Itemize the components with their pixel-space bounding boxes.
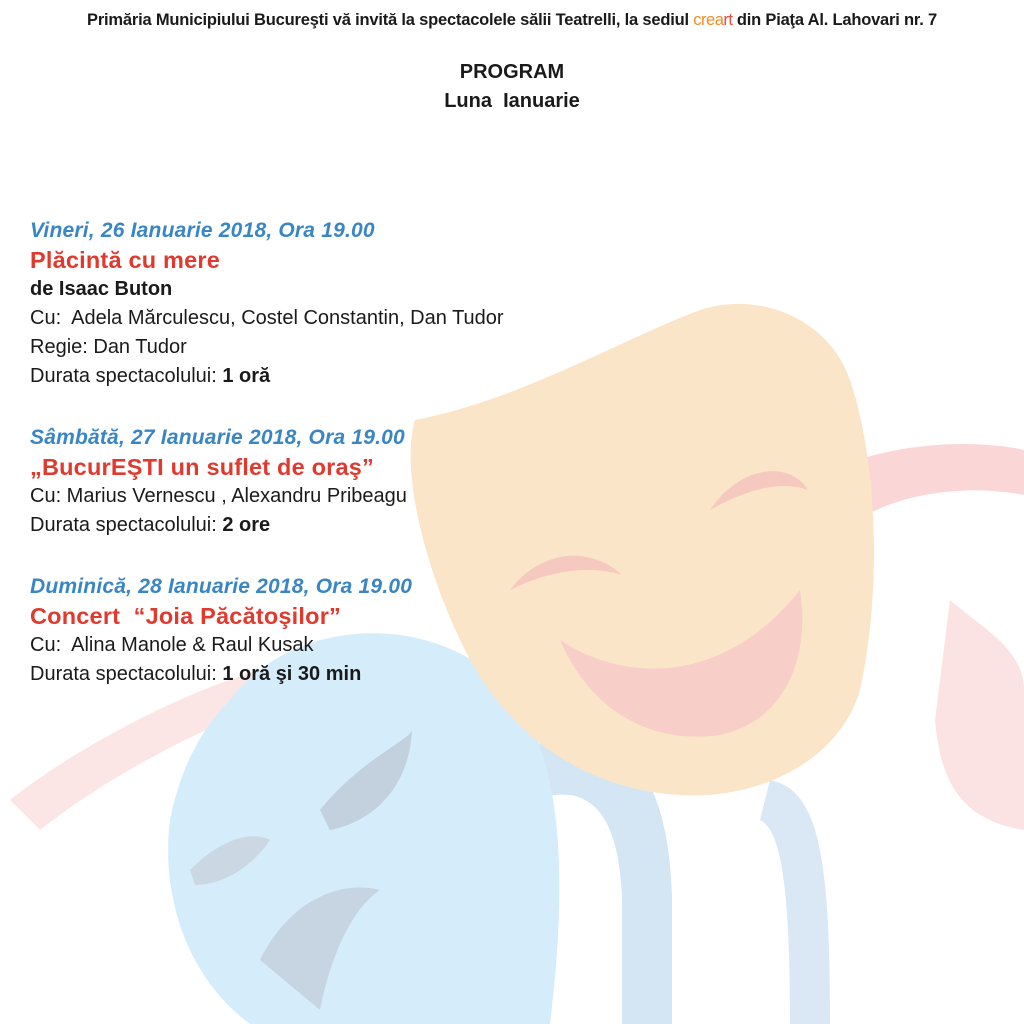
program-heading [0,58,1024,116]
creart-logo-part1: crea [693,11,724,29]
header-text-after: din Piaţa Al. Lahovari nr. 7 [732,11,937,29]
event-date: Vineri, 26 Ianuarie 2018, Ora 19.00 [30,219,375,242]
invitation-header [0,11,1024,30]
duration-label: Durata spectacolului: [30,663,223,685]
creart-logo-part2: rt [723,11,733,29]
duration-value: 1 oră [222,365,271,387]
program-title: PROGRAM [459,61,565,83]
duration-label: Durata spectacolului: [30,514,223,536]
event-author: de Isaac Buton [30,278,173,300]
event-duration [30,511,407,540]
program-subtitle: Luna Ianuarie [444,90,580,112]
event-3 [30,573,412,689]
event-cast: Cu: Marius Vernescu , Alexandru Pribeagu [30,485,407,507]
event-cast: Cu: Alina Manole & Raul Kusak [30,634,314,656]
event-cast: Cu: Adela Mărculescu, Costel Constantin, Dan Tudor [30,307,504,329]
event-date: Sâmbătă, 27 Ianuarie 2018, Ora 19.00 [30,426,405,449]
event-2 [30,424,407,540]
event-duration [30,362,504,391]
creart-logo [693,11,732,29]
duration-label: Durata spectacolului: [30,365,223,387]
header-text-before: Primăria Municipiului Bucureşti vă invită la spectacolele sălii Teatrelli, la sediul [87,11,694,29]
event-director: Regie: Dan Tudor [30,336,187,358]
duration-value: 2 ore [222,514,271,536]
event-title: Concert “Joia Păcătoşilor” [30,603,341,629]
duration-value: 1 oră şi 30 min [222,663,362,685]
event-date: Duminică, 28 Ianuarie 2018, Ora 19.00 [30,575,413,598]
event-duration [30,660,412,689]
event-1 [30,217,504,391]
event-title: Plăcintă cu mere [30,247,220,273]
event-title: „BucurEŞTI un suflet de oraş” [30,454,374,480]
